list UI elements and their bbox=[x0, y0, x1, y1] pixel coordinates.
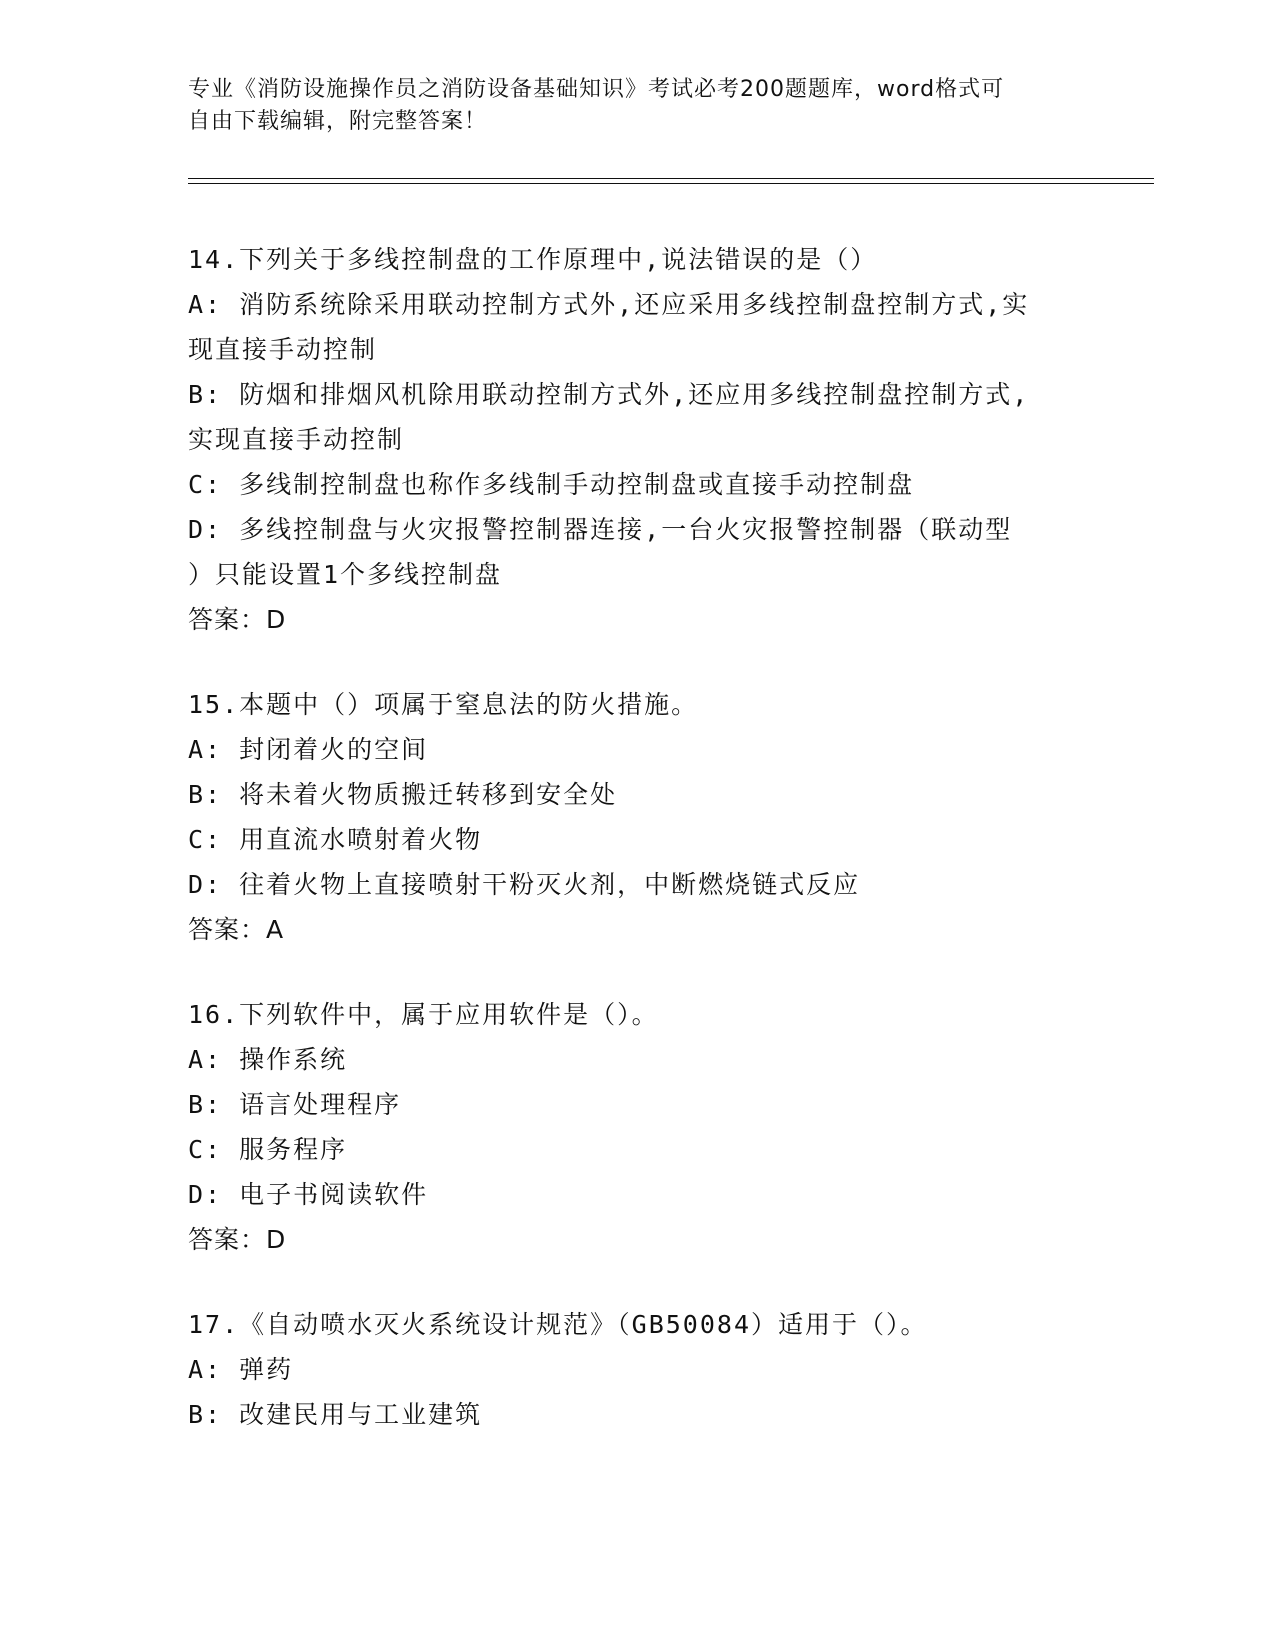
question-14 bbox=[188, 237, 1148, 642]
question-title: 14.下列关于多线控制盘的工作原理中,说法错误的是（） bbox=[188, 245, 878, 274]
option-c: C: 服务程序 bbox=[188, 1135, 348, 1164]
option-c: C: 多线制控制盘也称作多线制手动控制盘或直接手动控制盘 bbox=[188, 470, 915, 499]
answer: 答案：D bbox=[188, 605, 287, 634]
option-b: B: 语言处理程序 bbox=[188, 1090, 402, 1119]
option-c: C: 用直流水喷射着火物 bbox=[188, 825, 483, 854]
option-d-continued: ）只能设置1个多线控制盘 bbox=[188, 560, 503, 589]
answer: 答案：A bbox=[188, 915, 285, 944]
header-divider-bottom bbox=[188, 183, 1154, 184]
document-header bbox=[188, 74, 1088, 138]
option-d: D: 往着火物上直接喷射干粉灭火剂，中断燃烧链式反应 bbox=[188, 870, 861, 899]
option-d: D: 电子书阅读软件 bbox=[188, 1180, 429, 1209]
answer: 答案：D bbox=[188, 1225, 287, 1254]
question-title: 16.下列软件中，属于应用软件是（）。 bbox=[188, 1000, 659, 1029]
header-divider-top bbox=[188, 178, 1154, 179]
option-d: D: 多线控制盘与火灾报警控制器连接,一台火灾报警控制器（联动型 bbox=[188, 515, 1013, 544]
question-list bbox=[188, 237, 1148, 1477]
option-b: B: 防烟和排烟风机除用联动控制方式外,还应用多线控制盘控制方式, bbox=[188, 380, 1030, 409]
option-a-continued: 现直接手动控制 bbox=[188, 335, 378, 364]
question-title: 17.《自动喷水灭火系统设计规范》（GB50084）适用于（）。 bbox=[188, 1310, 928, 1339]
header-line-2: 自由下载编辑，附完整答案！ bbox=[188, 109, 488, 134]
option-b-continued: 实现直接手动控制 bbox=[188, 425, 405, 454]
option-b: B: 将未着火物质搬迁转移到安全处 bbox=[188, 780, 618, 809]
option-a: A: 消防系统除采用联动控制方式外,还应采用多线控制盘控制方式,实 bbox=[188, 290, 1030, 319]
question-16 bbox=[188, 992, 1148, 1262]
header-line-1: 专业《消防设施操作员之消防设备基础知识》考试必考200题题库，word格式可 bbox=[188, 77, 1005, 102]
question-title: 15.本题中（）项属于窒息法的防火措施。 bbox=[188, 690, 699, 719]
option-a: A: 弹药 bbox=[188, 1355, 294, 1384]
option-b: B: 改建民用与工业建筑 bbox=[188, 1400, 483, 1429]
question-17 bbox=[188, 1302, 1148, 1437]
question-15 bbox=[188, 682, 1148, 952]
option-a: A: 操作系统 bbox=[188, 1045, 348, 1074]
option-a: A: 封闭着火的空间 bbox=[188, 735, 429, 764]
